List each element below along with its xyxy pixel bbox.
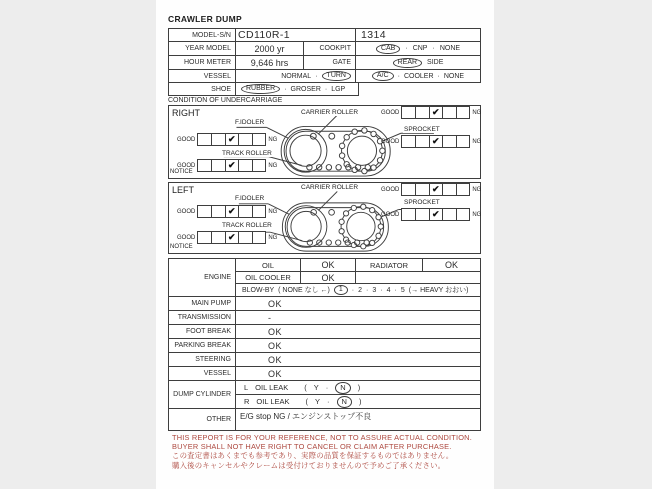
left-idler-rating bbox=[177, 205, 277, 218]
cockpit-option: CNP bbox=[412, 45, 428, 52]
shoe-option: LGP bbox=[331, 85, 346, 93]
check-mark: ✔ bbox=[226, 160, 240, 171]
rating-box bbox=[197, 231, 266, 244]
ng-label: NG bbox=[268, 162, 278, 169]
blowby-right-note: (→ HEAVY おおい) bbox=[408, 287, 469, 294]
oil-cooler-label: OIL COOLER bbox=[235, 271, 301, 284]
paren-close: ) bbox=[357, 383, 361, 392]
carrier-roller-label: CARRIER ROLLER bbox=[301, 109, 359, 116]
notice-label: NOTICE bbox=[170, 244, 193, 250]
good-label: GOOD bbox=[381, 211, 400, 218]
check-mark: ✔ bbox=[430, 209, 444, 220]
carrier-roller-label: CARRIER ROLLER bbox=[301, 184, 359, 191]
other-value: E/G stop NG / エンジンストップ不良 bbox=[235, 408, 481, 431]
cockpit-options bbox=[355, 41, 481, 56]
option-separator: · bbox=[397, 72, 400, 80]
rating-box bbox=[197, 205, 266, 218]
radiator-value: OK bbox=[422, 258, 481, 272]
option-separator: · bbox=[324, 85, 328, 93]
rating-box bbox=[401, 208, 470, 221]
track-roller-label: TRACK ROLLER bbox=[222, 150, 272, 157]
main-pump-label: MAIN PUMP bbox=[168, 296, 236, 311]
paren-open: ( bbox=[305, 397, 308, 406]
rating-box bbox=[401, 183, 470, 196]
left-side-label: LEFT bbox=[172, 185, 195, 195]
ng-label: NG bbox=[268, 208, 278, 215]
blowby-left-note: ( NONE なし ←) bbox=[278, 287, 330, 294]
left-carrier-rating bbox=[381, 183, 481, 196]
yes-option: Y bbox=[313, 383, 319, 392]
ng-label: NG bbox=[472, 109, 482, 116]
front-idler-label: F.IDOLER bbox=[235, 195, 265, 202]
sprocket-label: SPROCKET bbox=[404, 126, 440, 133]
shoe-option-selected: RUBBER bbox=[241, 84, 280, 94]
good-label: GOOD bbox=[177, 162, 196, 169]
ng-label: NG bbox=[472, 211, 482, 218]
right-side-label: RIGHT bbox=[172, 108, 200, 118]
vessel-label: VESSEL bbox=[168, 69, 236, 83]
dump-cylinder-label: DUMP CYLINDER bbox=[168, 380, 236, 409]
disclaimer-line: BUYER SHALL NOT HAVE RIGHT TO CANCEL OR CLAIM AFTER PURCHASE. bbox=[172, 442, 452, 452]
option-separator: · bbox=[366, 286, 369, 294]
ac-option-selected: A/C bbox=[372, 71, 394, 81]
no-option-selected: N bbox=[335, 382, 350, 394]
oil-leak-label: OIL LEAK bbox=[256, 397, 290, 406]
disclaimer-line: この査定書はあくまでも参考であり、実際の品質を保証するものではありません。 bbox=[172, 451, 454, 461]
option-separator: · bbox=[394, 286, 397, 294]
foot-break-value: OK bbox=[235, 324, 481, 339]
option-separator: · bbox=[351, 286, 355, 294]
oil-cooler-value: OK bbox=[300, 271, 356, 284]
year-model-value: 2000 yr bbox=[235, 41, 304, 56]
transmission-label: TRANSMISSION bbox=[168, 310, 236, 325]
check-mark: ✔ bbox=[430, 107, 444, 118]
oil-value: OK bbox=[300, 258, 356, 272]
check-mark: ✔ bbox=[226, 206, 240, 217]
notice-label: NOTICE bbox=[170, 169, 193, 175]
page-title: CRAWLER DUMP bbox=[168, 14, 242, 24]
rating-box bbox=[197, 133, 266, 146]
good-label: GOOD bbox=[381, 186, 400, 193]
vessel-option-selected: TURN bbox=[322, 71, 351, 81]
parking-break-label: PARKING BREAK bbox=[168, 338, 236, 353]
oil-leak-label: OIL LEAK bbox=[255, 383, 289, 392]
right-sprocket-rating bbox=[381, 135, 481, 148]
good-label: GOOD bbox=[381, 109, 400, 116]
gate-label: GATE bbox=[303, 55, 356, 70]
serial-value: 1314 bbox=[355, 28, 481, 42]
cockpit-label: COOKPIT bbox=[303, 41, 356, 56]
ng-label: NG bbox=[268, 234, 278, 241]
rating-box bbox=[197, 159, 266, 172]
radiator-label: RADIATOR bbox=[355, 258, 423, 272]
blowby-level: 4 bbox=[386, 286, 391, 294]
disclaimer-line: 購入後のキャンセルやクレームは受付けておりませんので予めご了承ください。 bbox=[172, 460, 446, 470]
dump-cylinder-right-row bbox=[235, 394, 481, 409]
vessel-options bbox=[235, 69, 356, 83]
rating-box bbox=[401, 106, 470, 119]
foot-break-label: FOOT BREAK bbox=[168, 324, 236, 339]
check-mark: ✔ bbox=[430, 184, 444, 195]
steering-value: OK bbox=[235, 352, 481, 367]
vessel-option: NORMAL bbox=[281, 72, 312, 80]
check-mark: ✔ bbox=[226, 232, 240, 243]
parking-break-value: OK bbox=[235, 338, 481, 353]
gate-option: SIDE bbox=[427, 59, 444, 66]
good-label: GOOD bbox=[177, 208, 196, 215]
engine-label: ENGINE bbox=[168, 258, 236, 297]
shoe-label: SHOE bbox=[168, 82, 236, 96]
transmission-value: - bbox=[235, 310, 481, 325]
option-separator: · bbox=[327, 397, 330, 406]
disclaimer bbox=[172, 433, 472, 470]
blowby-level: 5 bbox=[400, 286, 405, 294]
shoe-options bbox=[235, 82, 359, 96]
option-separator: · bbox=[380, 286, 383, 294]
ac-option: COOLER bbox=[403, 72, 434, 80]
option-separator: · bbox=[437, 72, 440, 80]
ac-options bbox=[355, 69, 481, 83]
option-separator: · bbox=[432, 45, 435, 52]
yes-option: Y bbox=[315, 397, 321, 406]
check-mark: ✔ bbox=[226, 134, 240, 145]
left-track-rating bbox=[177, 231, 277, 244]
ng-label: NG bbox=[268, 136, 278, 143]
main-pump-value: OK bbox=[235, 296, 481, 311]
other-label: OTHER bbox=[168, 408, 236, 431]
good-label: GOOD bbox=[177, 136, 196, 143]
model-value: CD110R-1 bbox=[235, 28, 356, 42]
option-separator: · bbox=[405, 45, 408, 52]
ng-label: NG bbox=[472, 186, 482, 193]
good-label: GOOD bbox=[177, 234, 196, 241]
gate-options bbox=[355, 55, 481, 70]
oil-label: OIL bbox=[235, 258, 301, 272]
side-prefix: R bbox=[244, 397, 250, 406]
option-separator: · bbox=[325, 383, 329, 392]
hour-meter-value: 9,646 hrs bbox=[235, 55, 304, 70]
option-separator: · bbox=[315, 72, 318, 80]
paren-open: ( bbox=[304, 383, 307, 392]
steering-label: STEERING bbox=[168, 352, 236, 367]
option-separator: · bbox=[284, 85, 287, 93]
ng-label: NG bbox=[472, 138, 482, 145]
cockpit-option-selected: CAB bbox=[376, 44, 400, 54]
cockpit-option: NONE bbox=[439, 45, 461, 52]
blowby-level: 2 bbox=[358, 286, 363, 294]
model-sn-label: MODEL-S/N bbox=[168, 28, 236, 42]
vessel-row-label: VESSEL bbox=[168, 366, 236, 381]
check-mark: ✔ bbox=[430, 136, 444, 147]
dump-cylinder-left-row bbox=[235, 380, 481, 395]
front-idler-label: F.IDOLER bbox=[235, 119, 265, 126]
blowby-level-selected: 1 bbox=[334, 285, 348, 295]
hour-meter-label: HOUR METER bbox=[168, 55, 236, 70]
side-prefix: L bbox=[244, 383, 249, 392]
sprocket-label: SPROCKET bbox=[404, 199, 440, 206]
rating-box bbox=[401, 135, 470, 148]
shoe-option: GROSER bbox=[290, 85, 321, 93]
gate-option-selected: REAR bbox=[393, 58, 422, 68]
blowby-level: 3 bbox=[372, 286, 377, 294]
year-model-label: YEAR MODEL bbox=[168, 41, 236, 56]
right-idler-rating bbox=[177, 133, 277, 146]
left-sprocket-rating bbox=[381, 208, 481, 221]
track-roller-label: TRACK ROLLER bbox=[222, 222, 272, 229]
blowby-label: BLOW-BY bbox=[242, 286, 275, 294]
undercarriage-section-title: CONDITION OF UNDERCARRIAGE bbox=[168, 97, 283, 104]
right-carrier-rating bbox=[381, 106, 481, 119]
blowby-row bbox=[235, 283, 481, 297]
paren-close: ) bbox=[358, 397, 362, 406]
no-option-selected: N bbox=[337, 396, 352, 408]
ac-option: NONE bbox=[443, 72, 465, 80]
vessel-row-value: OK bbox=[235, 366, 481, 381]
good-label: GOOD bbox=[381, 138, 400, 145]
disclaimer-line: THIS REPORT IS FOR YOUR REFERENCE, NOT TO ASSURE ACTUAL CONDITION. bbox=[172, 433, 472, 442]
